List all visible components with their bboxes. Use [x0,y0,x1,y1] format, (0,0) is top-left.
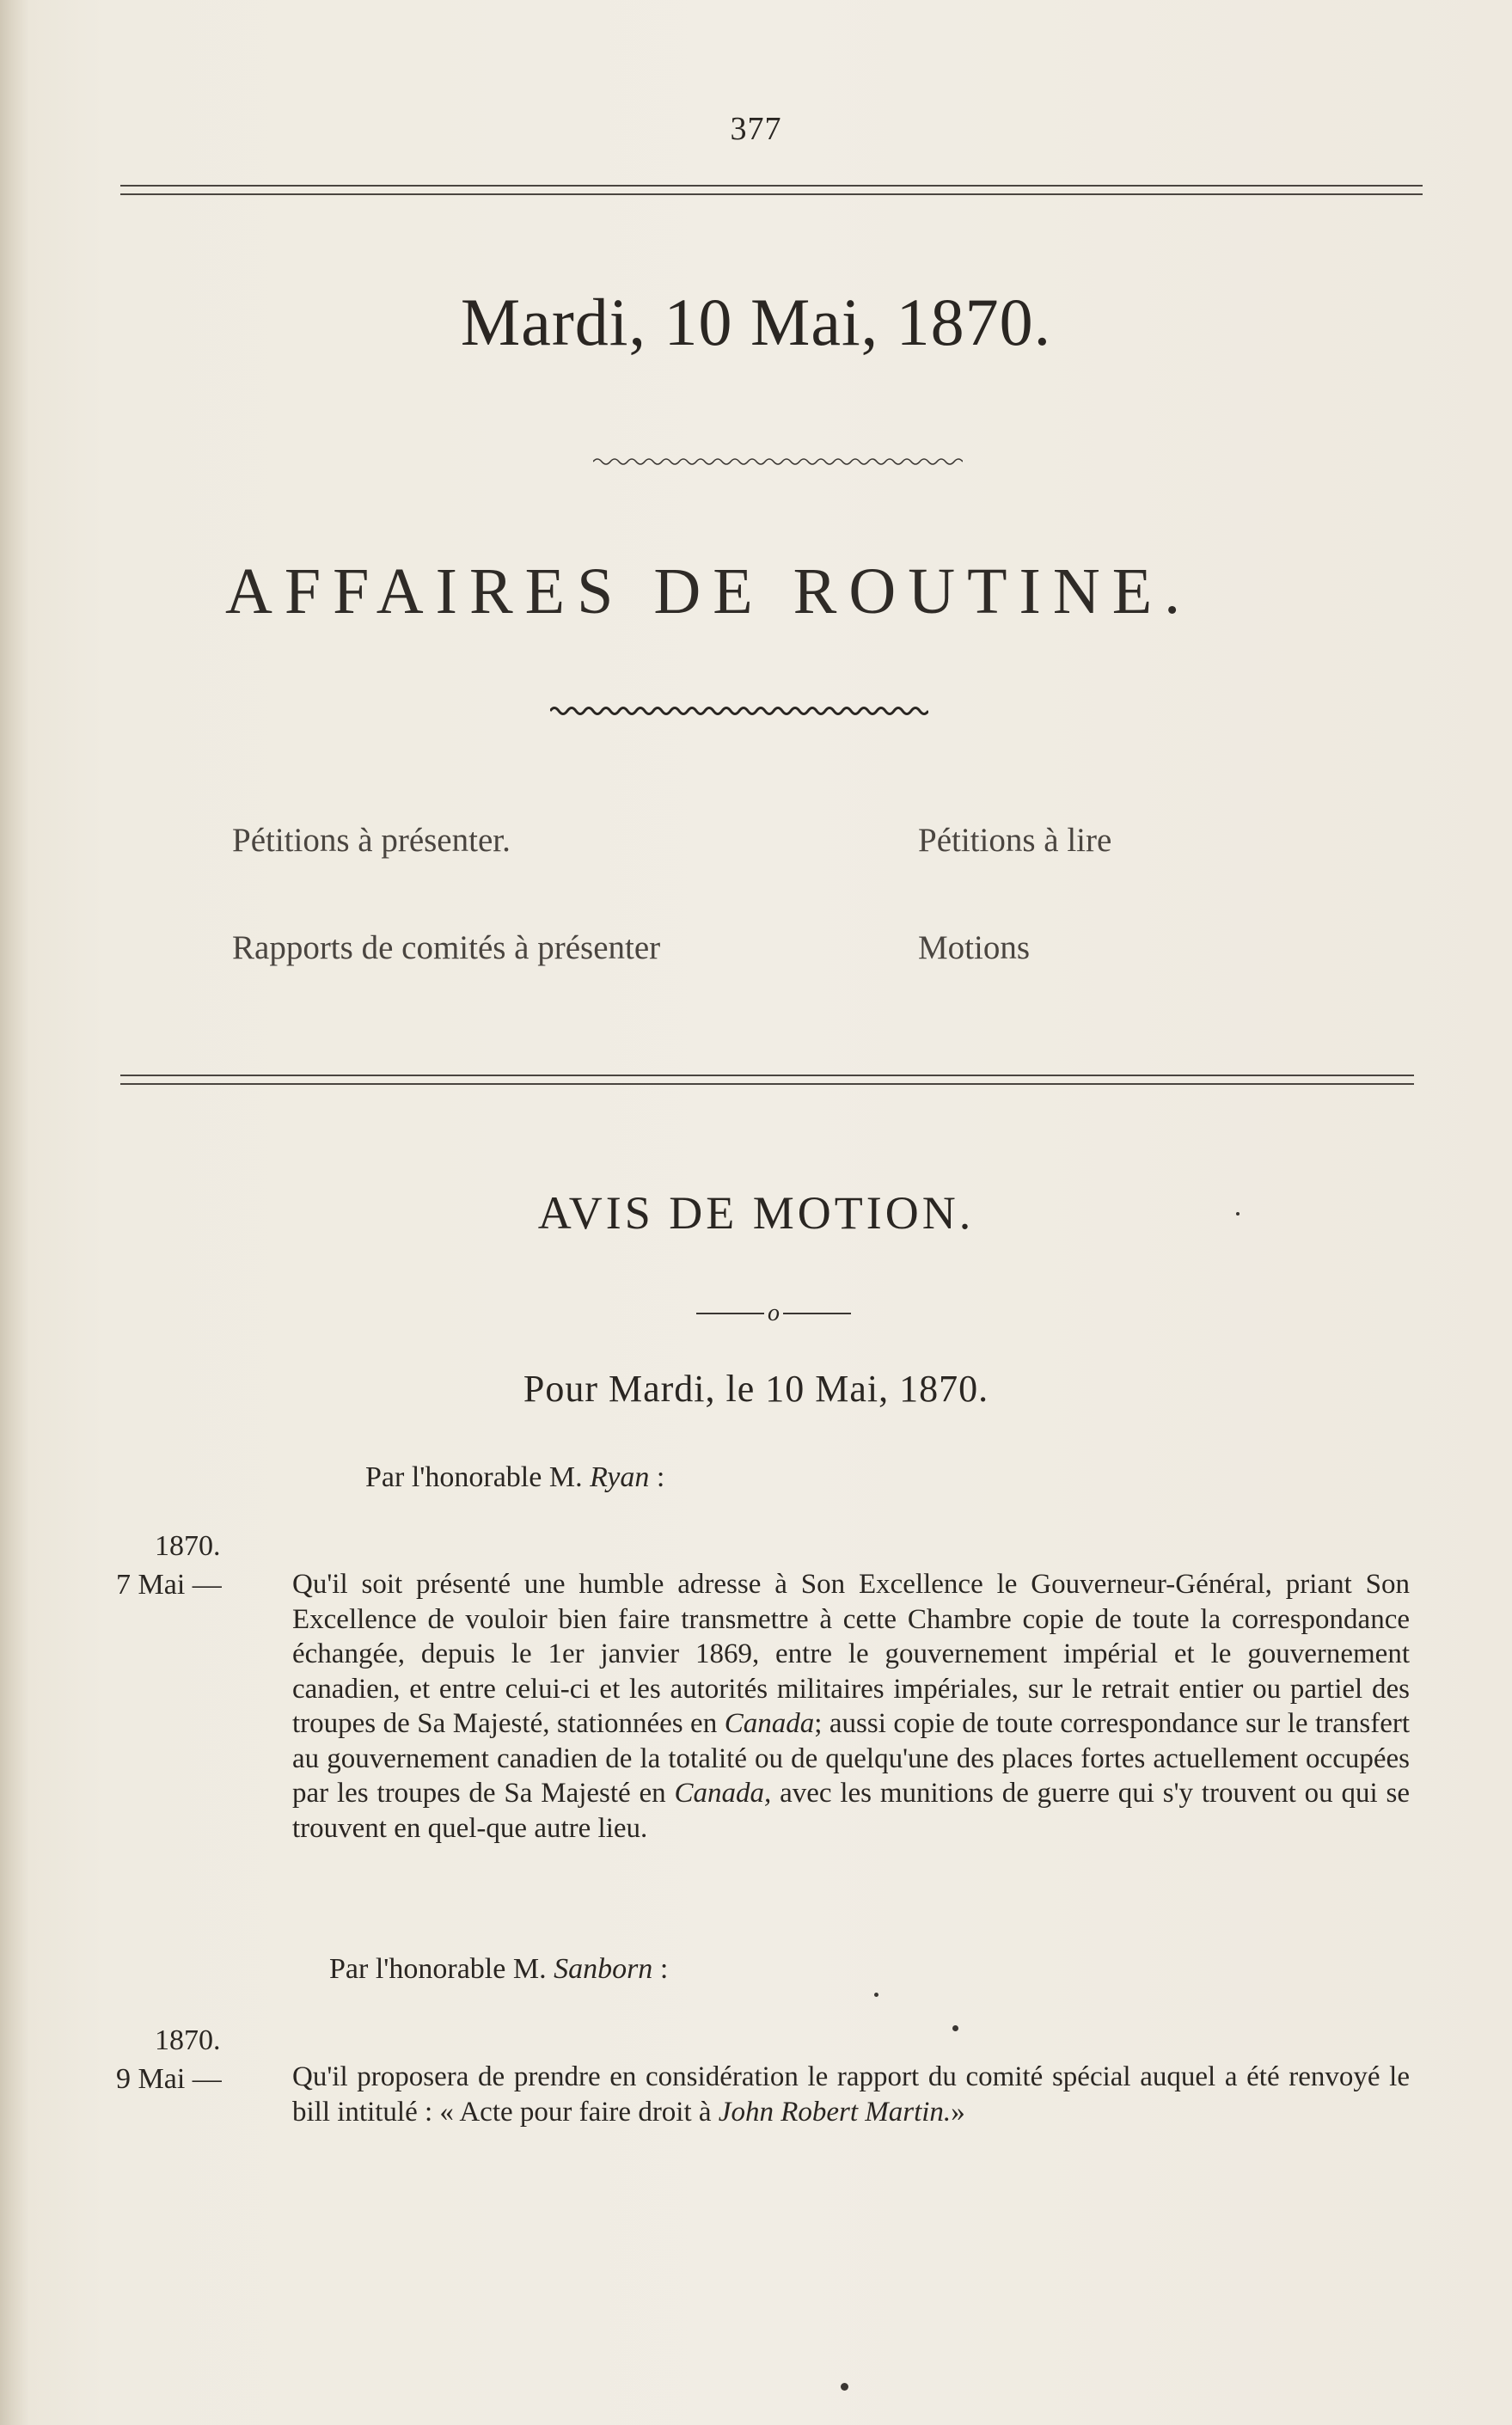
wavy-ornament-top [593,456,963,468]
ink-speck [952,2025,958,2031]
routine-item-rapports-comites: Rapports de comités à présenter [232,929,661,966]
motion-1-by-suffix: : [656,1461,665,1493]
section-title: AFFAIRES DE ROUTINE. [225,555,1193,628]
motion-2-by-prefix: Par l'honorable M. [329,1953,547,1985]
motion-2-year: 1870. [155,2024,221,2056]
separator-mark: o [768,1300,780,1326]
motion-2-by-name: Sanborn [554,1953,653,1985]
ink-speck [874,1993,878,1997]
separator-line-left [696,1313,764,1314]
top-double-rule [120,185,1423,195]
motion-1-by-prefix: Par l'honorable M. [365,1461,583,1493]
motion-2-by-line [329,1953,668,1986]
pour-title: Pour Mardi, le 10 Mai, 1870. [523,1368,989,1410]
ink-speck [841,2383,848,2391]
motion-2-text-before: Qu'il proposera de prendre en considération le rapport du comité spécial auquel a été renvoyé le bill intitulé : « Acte pour faire droit à [292,2061,1410,2128]
motion-1-text-middle: ; aussi copie de toute correspondance sur le transfert au gouvernement canadien de la totalité ou de quelqu'une des places fortes actuellement occupées par les troupes de Sa Majesté en [292,1708,1410,1809]
motion-1-by-line [365,1461,664,1494]
ink-speck [1236,1212,1240,1216]
date-title: Mardi, 10 Mai, 1870. [460,285,1052,359]
routine-item-petitions-lire: Pétitions à lire [918,822,1112,859]
motion-2-by-suffix: : [659,1953,669,1985]
middle-double-rule [120,1075,1414,1085]
motion-2-text-after: » [951,2096,965,2128]
wavy-ornament-bottom [550,705,928,717]
page-number: 377 [730,111,782,147]
motion-2-date: 9 Mai — [116,2063,222,2095]
motion-1-italic-canada: Canada [724,1708,815,1739]
avis-title: AVIS DE MOTION. [537,1187,975,1239]
motion-2-text [292,2060,1410,2129]
routine-item-petitions-presenter: Pétitions à présenter. [232,822,511,859]
motion-1-text [292,1567,1410,1846]
motion-1-year: 1870. [155,1530,221,1562]
separator-o [696,1300,851,1327]
motion-1-date: 7 Mai — [116,1569,222,1601]
separator-line-right [783,1313,851,1314]
motion-1-text-after: avec les munitions de guerre qui s'y trouvent ou qui se trouvent en quel-que autre lieu. [292,1778,1410,1844]
motion-1-italic-canada-2: Canada, [674,1778,772,1809]
motion-2-italic-name: John Robert Martin. [718,2096,952,2128]
motion-1-by-name: Ryan [590,1461,650,1493]
routine-item-motions: Motions [918,929,1031,966]
motion-1-text-before: Qu'il soit présenté une humble adresse à Son Excellence le Gouverneur-Général, priant Son Excellence de vouloir bien faire transmettre à cette Chambre copie de toute la correspondance échangée, depuis le 1er janvier 1869, entre le gouvernement impérial et le gouvernement canadien, et entre celui-ci et les autorités militaires impériales, sur le retrait entier ou partiel des troupes de Sa Majesté, stationnées en [292,1569,1410,1739]
